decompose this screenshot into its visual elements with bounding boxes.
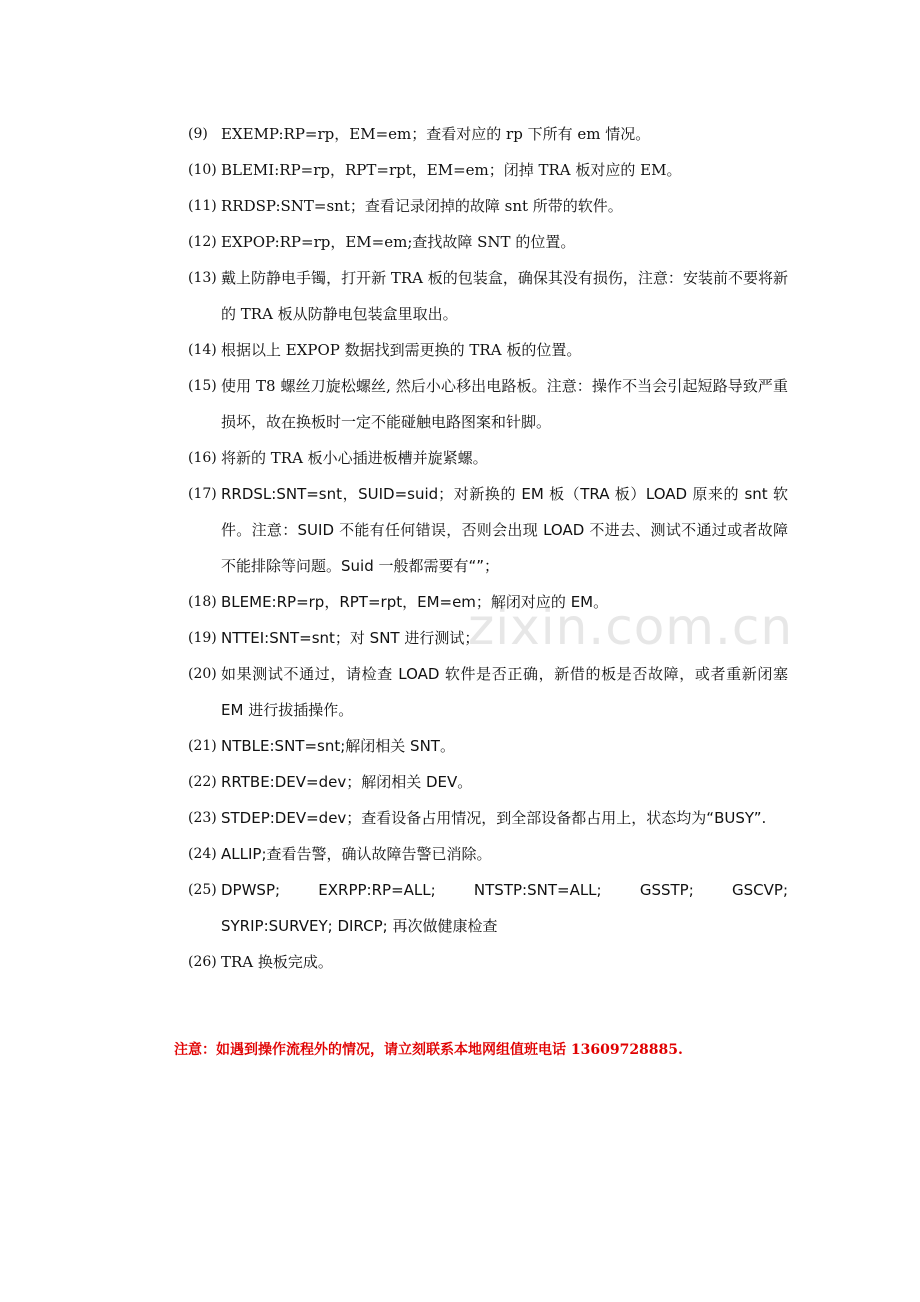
list-item: [188, 476, 788, 584]
list-item: [188, 584, 788, 620]
step-text: 如果测试不通过，请检查 LOAD 软件是否正确，新借的板是否故障，或者重新闭塞 EM 进行拔插操作。: [221, 665, 788, 719]
step-text: STDEP:DEV=dev；查看设备占用情况，到全部设备都占用上，状态均为“BUSY”.: [221, 809, 767, 827]
step-text: RRTBE:DEV=dev；解闭相关 DEV。: [221, 773, 473, 791]
watermark: zixin.com.cn: [468, 598, 794, 656]
step-number: (11): [188, 198, 217, 214]
step-number: (13): [188, 270, 217, 286]
list-item: [188, 368, 788, 440]
list-item: [188, 800, 788, 836]
step-text: 根据以上 EXPOP 数据找到需更换的 TRA 板的位置。: [221, 341, 582, 359]
step-text: NTBLE:SNT=snt;解闭相关 SNT。: [221, 737, 455, 755]
step-number: (12): [188, 234, 217, 250]
step-number: (22): [188, 774, 217, 790]
step-number: (25): [188, 882, 217, 898]
step-text: EXPOP:RP=rp，EM=em;查找故障 SNT 的位置。: [221, 233, 576, 251]
list-item: [188, 656, 788, 728]
list-item: [188, 152, 788, 188]
list-item: [188, 620, 788, 656]
step-text: EXEMP:RP=rp，EM=em；查看对应的 rp 下所有 em 情况。: [221, 125, 651, 143]
step-number: (26): [188, 954, 217, 970]
step-number: (14): [188, 342, 217, 358]
list-item: [188, 872, 804, 944]
step-text: BLEMI:RP=rp，RPT=rpt，EM=em；闭掉 TRA 板对应的 EM。: [221, 161, 682, 179]
step-text: DPWSP; EXRPP:RP=ALL; NTSTP:SNT=ALL; GSSTP; GSCVP; SYRIP:SURVEY; DIRCP; 再次做健康检查: [221, 881, 804, 935]
step-text: ALLIP;查看告警，确认故障告警已消除。: [221, 845, 492, 863]
step-number: (15): [188, 378, 217, 394]
step-text: 使用 T8 螺丝刀旋松螺丝, 然后小心移出电路板。注意：操作不当会引起短路导致严重损坏，故在换板时一定不能碰触电路图案和针脚。: [221, 377, 788, 431]
list-item: [188, 188, 788, 224]
step-text: 戴上防静电手镯，打开新 TRA 板的包装盒，确保其没有损伤，注意：安装前不要将新的 TRA 板从防静电包装盒里取出。: [221, 269, 788, 323]
step-list: [188, 116, 804, 980]
list-item: [188, 728, 788, 764]
step-number: (16): [188, 450, 217, 466]
list-item: [188, 260, 788, 332]
list-item: [188, 836, 788, 872]
step-text: RRDSP:SNT=snt；查看记录闭掉的故障 snt 所带的软件。: [221, 197, 623, 215]
step-text: TRA 换板完成。: [221, 953, 333, 971]
step-number: (10): [188, 162, 217, 178]
step-number: (21): [188, 738, 217, 754]
step-number: (17): [188, 486, 217, 502]
list-item: [188, 116, 788, 152]
step-text: RRDSL:SNT=snt，SUID=suid；对新换的 EM 板（TRA 板）LOAD 原来的 snt 软件。注意：SUID 不能有任何错误，否则会出现 LOAD 不进去、测试不通过或者故障不能排除等问题。Suid 一般都需要有“”；: [221, 485, 788, 575]
warning-notice: 注意：如遇到操作流程外的情况，请立刻联系本地网组值班电话 13609728885.: [174, 1042, 683, 1058]
list-item: [188, 944, 788, 980]
step-number: (24): [188, 846, 217, 862]
list-item: [188, 224, 788, 260]
list-item: [188, 764, 788, 800]
step-number: (23): [188, 810, 217, 826]
step-number: (20): [188, 666, 217, 682]
step-text: NTTEI:SNT=snt；对 SNT 进行测试；: [221, 629, 480, 647]
list-item: [188, 440, 788, 476]
list-item: [188, 332, 788, 368]
step-text: 将新的 TRA 板小心插进板槽并旋紧螺。: [221, 449, 488, 467]
step-text: BLEME:RP=rp，RPT=rpt，EM=em；解闭对应的 EM。: [221, 593, 609, 611]
step-number: (19): [188, 630, 217, 646]
step-number: (18): [188, 594, 217, 610]
step-number: (9): [188, 126, 208, 142]
